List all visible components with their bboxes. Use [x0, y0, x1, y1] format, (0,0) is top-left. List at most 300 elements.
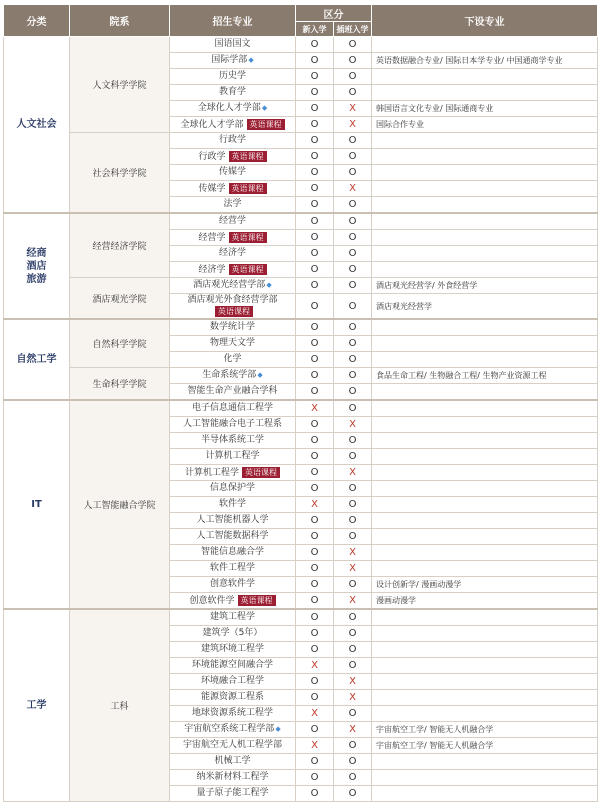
freshman-mark: O [296, 690, 334, 706]
major-wrap [223, 354, 241, 365]
major-cell [170, 754, 296, 770]
major-cell [170, 294, 296, 320]
major-cell [170, 561, 296, 577]
major-wrap [198, 232, 266, 244]
major-wrap [196, 788, 268, 799]
admissions-table [3, 4, 598, 802]
major-name: 行政学 [218, 135, 246, 145]
header-freshman: 新入学 [296, 22, 334, 37]
freshman-mark: O [296, 69, 334, 85]
transfer-mark: O [334, 69, 372, 85]
major-name: 信息保护学 [209, 483, 255, 493]
major-name: 计算机工程学 [184, 467, 239, 478]
college-cell: 人工智能融合学院 [70, 400, 170, 609]
major-cell [170, 529, 296, 545]
transfer-mark: O [334, 754, 372, 770]
transfer-mark: O [334, 658, 372, 674]
major-wrap [183, 740, 282, 751]
transfer-mark: X [334, 181, 372, 197]
major-cell [170, 101, 296, 117]
sub-major-cell: 宇宙航空工学/ 智能无人机融合学 [372, 722, 598, 738]
freshman-mark: X [296, 738, 334, 754]
major-name: 国语国文 [214, 39, 251, 49]
category-cell [4, 319, 70, 400]
major-cell [170, 658, 296, 674]
major-wrap [192, 403, 273, 414]
transfer-mark: O [334, 706, 372, 722]
star-icon: ◆ [261, 104, 268, 112]
transfer-mark: O [334, 513, 372, 529]
major-wrap [201, 435, 264, 446]
major-name: 历史学 [218, 71, 246, 81]
major-name: 人工智能机器人学 [196, 515, 269, 525]
major-wrap [185, 467, 280, 479]
major-name: 物理天文学 [209, 338, 255, 348]
major-wrap [210, 322, 255, 333]
sub-major-cell [372, 352, 598, 368]
category-cell [4, 400, 70, 609]
category-label: 自然工学 [16, 354, 57, 365]
transfer-mark: X [334, 101, 372, 117]
major-name: 机械工学 [214, 756, 251, 766]
sub-major-cell [372, 786, 598, 802]
freshman-mark: O [296, 230, 334, 246]
major-wrap [219, 216, 246, 227]
major-name: 国际学部 [211, 55, 248, 65]
sub-major-cell [372, 85, 598, 101]
sub-major-cell: 国际合作专业 [372, 117, 598, 133]
freshman-mark: O [296, 545, 334, 561]
english-course-badge: 英语课程 [229, 183, 267, 194]
freshman-mark: O [296, 319, 334, 336]
freshman-mark: O [296, 626, 334, 642]
freshman-mark: O [296, 336, 334, 352]
major-cell [170, 69, 296, 85]
major-wrap [198, 151, 266, 163]
freshman-mark: O [296, 674, 334, 690]
major-name: 半导体系统工学 [200, 435, 264, 445]
table-row [4, 609, 598, 626]
major-name: 能源资源工程系 [200, 692, 264, 702]
sub-major-cell [372, 754, 598, 770]
major-cell [170, 626, 296, 642]
sub-major-cell [372, 181, 598, 197]
major-wrap [210, 579, 255, 590]
table-row [4, 319, 598, 336]
major-cell [170, 133, 296, 149]
major-name: 经济学 [198, 264, 226, 275]
english-course-badge: 英语课程 [229, 151, 267, 162]
major-wrap [189, 595, 275, 607]
major-name: 软件工程学 [209, 563, 255, 573]
freshman-mark: X [296, 497, 334, 513]
sub-major-cell [372, 165, 598, 181]
freshman-mark: O [296, 181, 334, 197]
major-wrap [180, 119, 284, 131]
major-wrap [210, 612, 255, 623]
major-name: 计算机工程学 [205, 451, 260, 461]
major-cell [170, 181, 296, 197]
major-cell [170, 706, 296, 722]
english-course-badge: 英语课程 [242, 467, 280, 478]
major-cell [170, 85, 296, 101]
major-cell [170, 149, 296, 165]
major-cell [170, 481, 296, 497]
sub-major-cell [372, 561, 598, 577]
sub-major-cell [372, 674, 598, 690]
english-course-badge: 英语课程 [247, 119, 285, 130]
freshman-mark: O [296, 37, 334, 53]
major-cell [170, 674, 296, 690]
sub-major-cell [372, 433, 598, 449]
major-wrap [219, 499, 246, 510]
sub-major-cell [372, 497, 598, 513]
sub-major-cell [372, 449, 598, 465]
freshman-mark: O [296, 593, 334, 610]
freshman-mark: X [296, 400, 334, 417]
major-name: 经营学 [218, 216, 246, 226]
sub-major-cell [372, 37, 598, 53]
major-wrap [205, 451, 259, 462]
transfer-mark: O [334, 449, 372, 465]
transfer-mark: X [334, 417, 372, 433]
college-cell: 酒店观光学院 [70, 278, 170, 320]
college-cell: 自然科学学院 [70, 319, 170, 368]
major-name: 数学统计学 [209, 322, 255, 332]
major-wrap [198, 183, 266, 195]
freshman-mark: O [296, 53, 334, 69]
table-row [4, 213, 598, 230]
sub-major-cell [372, 69, 598, 85]
sub-major-cell [372, 658, 598, 674]
transfer-mark: X [334, 117, 372, 133]
freshman-mark: O [296, 417, 334, 433]
star-icon: ◆ [257, 371, 263, 379]
major-name: 环境能源空间融合学 [191, 660, 273, 670]
sub-major-cell [372, 417, 598, 433]
freshman-mark: X [296, 658, 334, 674]
sub-major-cell [372, 626, 598, 642]
sub-major-cell [372, 690, 598, 706]
transfer-mark: X [334, 674, 372, 690]
college-cell: 工科 [70, 609, 170, 802]
freshman-mark: X [296, 706, 334, 722]
sub-major-cell: 漫画动漫学 [372, 593, 598, 610]
freshman-mark: O [296, 213, 334, 230]
major-cell [170, 577, 296, 593]
transfer-mark: O [334, 53, 372, 69]
major-wrap [196, 772, 268, 783]
major-wrap [198, 103, 267, 114]
freshman-mark: O [296, 262, 334, 278]
transfer-mark: O [334, 85, 372, 101]
major-name: 建筑工程学 [209, 612, 255, 622]
table-row [4, 368, 598, 384]
major-cell [170, 593, 296, 610]
major-wrap [201, 676, 264, 687]
major-wrap [192, 660, 273, 671]
freshman-mark: O [296, 433, 334, 449]
transfer-mark: O [334, 481, 372, 497]
freshman-mark: O [296, 149, 334, 165]
header-category: 分类 [4, 5, 70, 37]
freshman-mark: O [296, 642, 334, 658]
major-cell [170, 368, 296, 384]
major-wrap [203, 628, 263, 639]
transfer-mark: O [334, 368, 372, 384]
major-cell [170, 278, 296, 294]
major-name: 经营学 [198, 232, 226, 243]
transfer-mark: O [334, 278, 372, 294]
freshman-mark: O [296, 465, 334, 481]
freshman-mark: O [296, 481, 334, 497]
transfer-mark: O [334, 165, 372, 181]
transfer-mark: X [334, 465, 372, 481]
category-cell [4, 213, 70, 319]
sub-major-cell: 食品生命工程/ 生物融合工程/ 生物产业资源工程 [372, 368, 598, 384]
major-name: 全球化人才学部 [180, 119, 244, 130]
college-cell: 经营经济学院 [70, 213, 170, 278]
transfer-mark: O [334, 37, 372, 53]
transfer-mark: O [334, 433, 372, 449]
transfer-mark: O [334, 626, 372, 642]
major-wrap [196, 531, 268, 542]
college-cell: 生命科学学院 [70, 368, 170, 401]
major-wrap [211, 55, 253, 66]
major-cell [170, 690, 296, 706]
major-name: 酒店观光经营学部 [193, 280, 266, 290]
major-name: 法学 [223, 199, 242, 209]
major-wrap [210, 483, 255, 494]
category-label: IT [31, 499, 42, 510]
sub-major-cell [372, 529, 598, 545]
major-name: 传媒学 [218, 167, 246, 177]
sub-major-cell [372, 706, 598, 722]
freshman-mark: O [296, 278, 334, 294]
transfer-mark: O [334, 319, 372, 336]
transfer-mark: O [334, 529, 372, 545]
category-cell [4, 609, 70, 802]
transfer-mark: O [334, 149, 372, 165]
transfer-mark: O [334, 336, 372, 352]
freshman-mark: O [296, 133, 334, 149]
table-row [4, 37, 598, 53]
major-wrap [210, 563, 255, 574]
header-college: 院系 [70, 5, 170, 37]
header-major: 招生专业 [170, 5, 296, 37]
star-icon: ◆ [275, 725, 281, 733]
major-cell [170, 609, 296, 626]
transfer-mark: X [334, 690, 372, 706]
transfer-mark: O [334, 352, 372, 368]
transfer-mark: O [334, 770, 372, 786]
freshman-mark: O [296, 529, 334, 545]
sub-major-cell [372, 336, 598, 352]
sub-major-cell [372, 149, 598, 165]
major-cell [170, 165, 296, 181]
sub-major-cell: 酒店观光经营学 [372, 294, 598, 320]
major-name: 行政学 [198, 151, 226, 162]
english-course-badge: 英语课程 [229, 264, 267, 275]
transfer-mark: O [334, 786, 372, 802]
major-name: 酒店观光外食经营学部 [187, 294, 278, 305]
major-cell [170, 384, 296, 401]
major-cell [170, 417, 296, 433]
transfer-mark: O [334, 246, 372, 262]
major-name: 软件学 [218, 499, 246, 509]
freshman-mark: O [296, 722, 334, 738]
major-wrap [214, 39, 250, 50]
major-cell [170, 213, 296, 230]
category-line: 经商 [26, 247, 47, 259]
freshman-mark: O [296, 384, 334, 401]
major-wrap [219, 71, 246, 82]
sub-major-cell [372, 770, 598, 786]
sub-major-cell [372, 384, 598, 401]
major-name: 宇宙航空系统工程学部 [184, 724, 275, 734]
header-sub-major: 下设专业 [372, 5, 598, 37]
header-transfer: 插班入学 [334, 22, 372, 37]
major-wrap [201, 692, 264, 703]
major-cell [170, 545, 296, 561]
sub-major-cell [372, 400, 598, 417]
star-icon: ◆ [266, 281, 272, 289]
major-cell [170, 53, 296, 69]
major-name: 建筑环境工程学 [200, 644, 264, 654]
transfer-mark: O [334, 133, 372, 149]
sub-major-cell [372, 197, 598, 214]
freshman-mark: O [296, 165, 334, 181]
transfer-mark: O [334, 577, 372, 593]
transfer-mark: O [334, 738, 372, 754]
major-cell [170, 449, 296, 465]
major-cell [170, 262, 296, 278]
major-wrap [196, 515, 268, 526]
transfer-mark: X [334, 593, 372, 610]
english-course-badge: 英语课程 [215, 306, 253, 317]
major-name: 人工智能数据科学 [196, 531, 269, 541]
major-cell [170, 319, 296, 336]
major-name: 量子原子能工程学 [196, 788, 269, 798]
transfer-mark: O [334, 294, 372, 320]
transfer-mark: O [334, 197, 372, 214]
major-name: 创意软件学 [189, 595, 235, 606]
table-body [4, 37, 598, 802]
major-name: 智能信息融合学 [200, 547, 264, 557]
sub-major-cell [372, 481, 598, 497]
major-wrap [219, 135, 246, 146]
transfer-mark: O [334, 384, 372, 401]
major-name: 教育学 [218, 87, 246, 97]
major-cell [170, 230, 296, 246]
category-line: 酒店 [26, 260, 47, 272]
sub-major-cell: 设计创新学/ 漫画动漫学 [372, 577, 598, 593]
freshman-mark: O [296, 561, 334, 577]
freshman-mark: O [296, 368, 334, 384]
major-cell [170, 465, 296, 481]
major-cell [170, 433, 296, 449]
transfer-mark: X [334, 561, 372, 577]
transfer-mark: O [334, 642, 372, 658]
major-wrap [198, 264, 266, 276]
major-wrap [214, 756, 250, 767]
major-wrap [210, 338, 255, 349]
transfer-mark: O [334, 230, 372, 246]
transfer-mark: O [334, 497, 372, 513]
freshman-mark: O [296, 294, 334, 320]
freshman-mark: O [296, 770, 334, 786]
major-name: 建筑学（5年） [202, 628, 263, 638]
major-cell [170, 513, 296, 529]
sub-major-cell: 英语数据融合专业/ 国际日本学专业/ 中国通商学专业 [372, 53, 598, 69]
major-cell [170, 246, 296, 262]
transfer-mark: X [334, 545, 372, 561]
sub-major-cell [372, 230, 598, 246]
sub-major-cell: 韩国语言文化专业/ 国际通商专业 [372, 101, 598, 117]
sub-major-cell [372, 545, 598, 561]
sub-major-cell [372, 319, 598, 336]
transfer-mark: O [334, 400, 372, 417]
english-course-badge: 英语课程 [238, 595, 276, 606]
major-wrap [202, 370, 262, 381]
sub-major-cell: 酒店观光经营学/ 外食经营学 [372, 278, 598, 294]
transfer-mark: X [334, 722, 372, 738]
table-row [4, 400, 598, 417]
transfer-mark: O [334, 262, 372, 278]
major-cell [170, 197, 296, 214]
major-wrap [187, 295, 277, 318]
freshman-mark: O [296, 101, 334, 117]
major-cell [170, 352, 296, 368]
freshman-mark: O [296, 449, 334, 465]
major-cell [170, 497, 296, 513]
major-wrap [184, 724, 280, 735]
major-name: 传媒学 [198, 183, 226, 194]
major-name: 创意软件学 [209, 579, 255, 589]
category-cell [4, 37, 70, 214]
major-cell [170, 117, 296, 133]
category-label: 人文社会 [16, 119, 57, 130]
major-cell [170, 722, 296, 738]
major-cell [170, 786, 296, 802]
transfer-mark: O [334, 609, 372, 626]
freshman-mark: O [296, 786, 334, 802]
freshman-mark: O [296, 117, 334, 133]
major-cell [170, 336, 296, 352]
sub-major-cell [372, 609, 598, 626]
freshman-mark: O [296, 513, 334, 529]
major-wrap [219, 248, 246, 259]
major-wrap [219, 167, 246, 178]
college-cell: 社会科学学院 [70, 133, 170, 214]
major-name: 经济学 [218, 248, 246, 258]
sub-major-cell [372, 133, 598, 149]
category-line: 旅游 [26, 273, 47, 285]
major-cell [170, 400, 296, 417]
major-name: 人工智能融合电子工程系 [182, 419, 282, 429]
major-name: 电子信息通信工程学 [191, 403, 273, 413]
freshman-mark: O [296, 352, 334, 368]
freshman-mark: O [296, 754, 334, 770]
major-cell [170, 642, 296, 658]
major-wrap [183, 419, 282, 430]
college-cell: 人文科学学院 [70, 37, 170, 133]
freshman-mark: O [296, 85, 334, 101]
sub-major-cell [372, 246, 598, 262]
table-row [4, 133, 598, 149]
sub-major-cell [372, 262, 598, 278]
major-wrap [201, 547, 264, 558]
